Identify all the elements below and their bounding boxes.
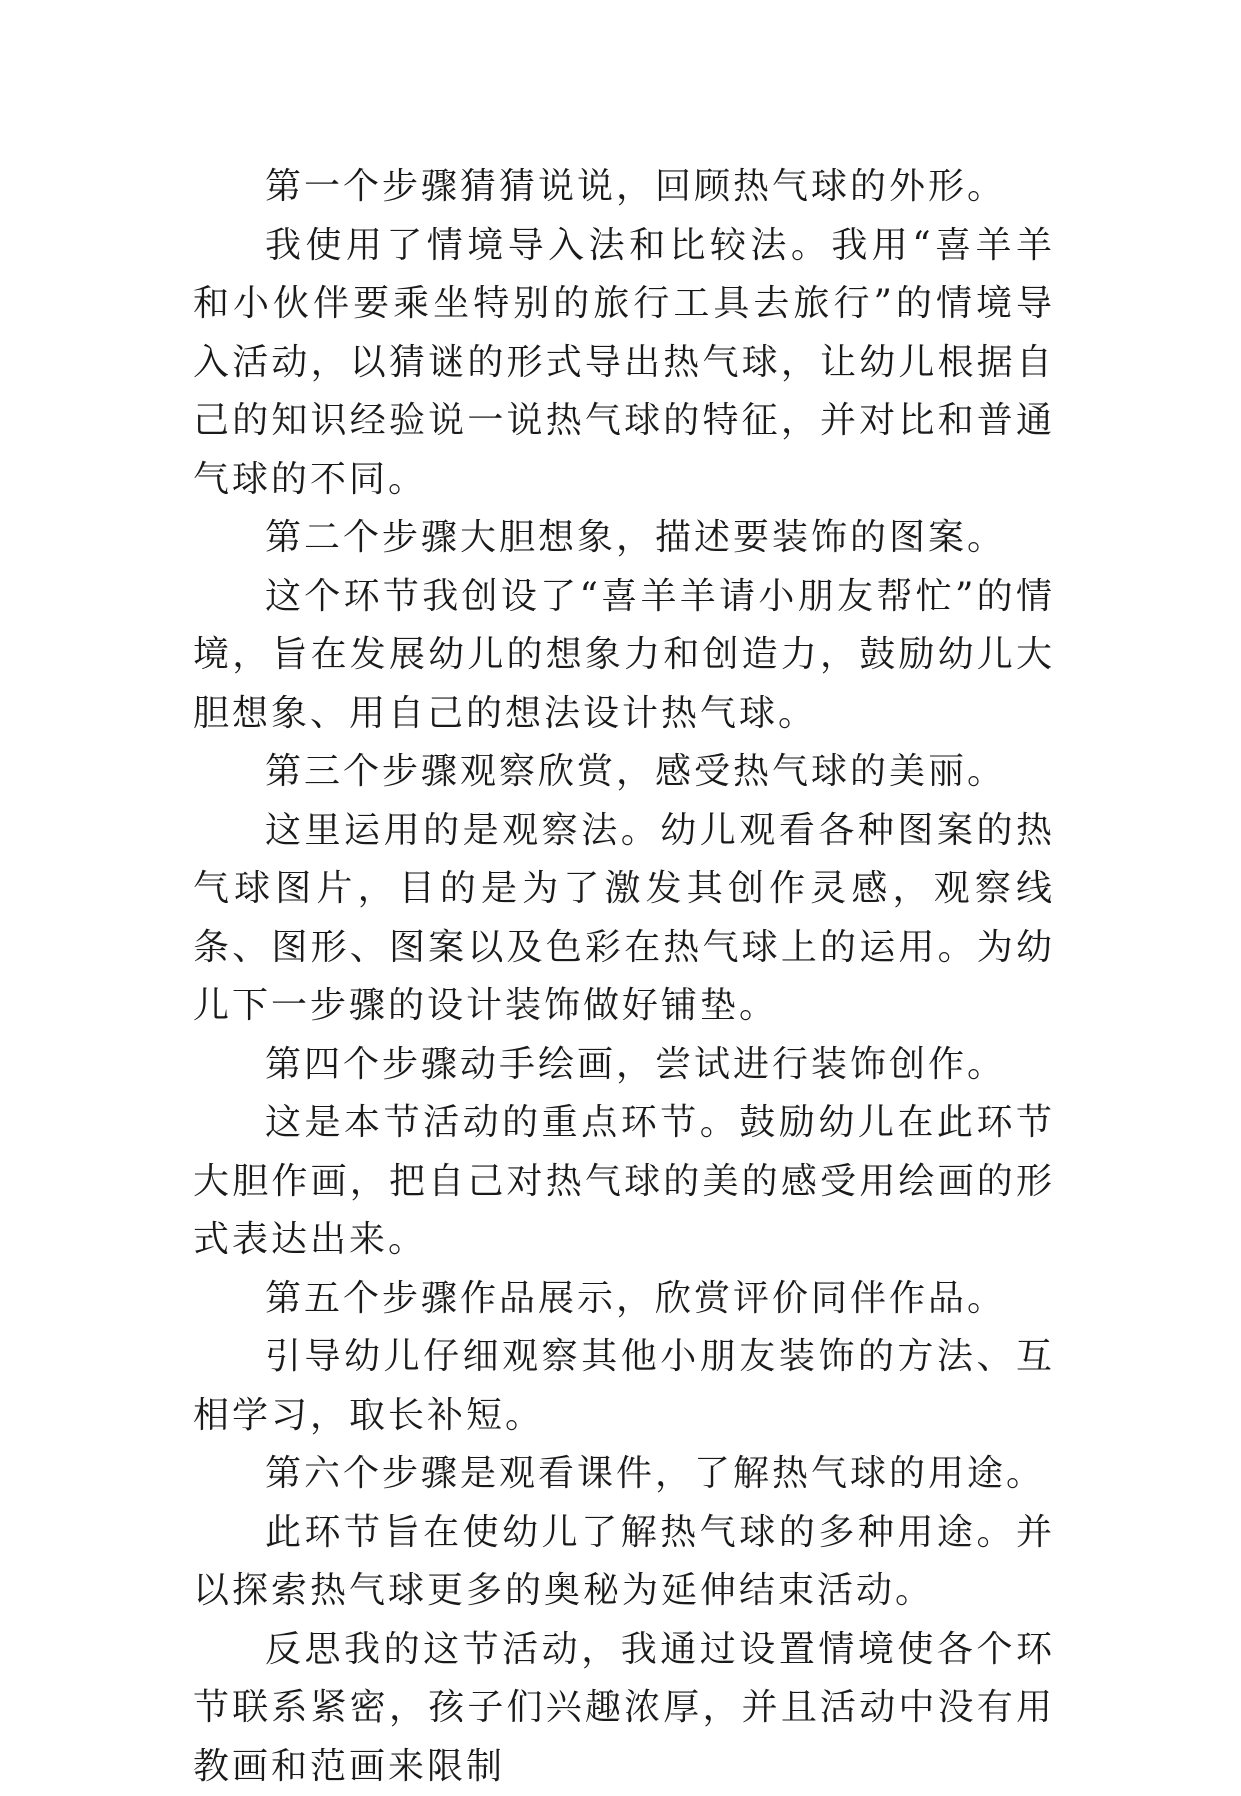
step-one-paragraph: 我使用了情境导入法和比较法。我用“喜羊羊和小伙伴要乘坐特别的旅行工具去旅行”的情境导入活动，以猜谜的形式导出热气球，让幼儿根据自己的知识经验说一说热气球的特征，并对比和普通气球的不同。 <box>193 217 1055 510</box>
step-two-paragraph: 这个环节我创设了“喜羊羊请小朋友帮忙”的情境，旨在发展幼儿的想象力和创造力，鼓励幼儿大胆想象、用自己的想法设计热气球。 <box>193 568 1055 744</box>
step-one-heading: 第一个步骤猜猜说说，回顾热气球的外形。 <box>193 158 1055 217</box>
step-five-heading: 第五个步骤作品展示，欣赏评价同伴作品。 <box>193 1270 1055 1329</box>
step-six-paragraph: 此环节旨在使幼儿了解热气球的多种用途。并以探索热气球更多的奥秘为延伸结束活动。 <box>193 1504 1055 1621</box>
step-six-heading: 第六个步骤是观看课件，了解热气球的用途。 <box>193 1445 1055 1504</box>
step-two-heading: 第二个步骤大胆想象，描述要装饰的图案。 <box>193 509 1055 568</box>
step-three-heading: 第三个步骤观察欣赏，感受热气球的美丽。 <box>193 743 1055 802</box>
reflection-paragraph: 反思我的这节活动，我通过设置情境使各个环节联系紧密，孩子们兴趣浓厚，并且活动中没有用教画和范画来限制 <box>193 1621 1055 1796</box>
step-three-paragraph: 这里运用的是观察法。幼儿观看各种图案的热气球图片，目的是为了激发其创作灵感，观察线条、图形、图案以及色彩在热气球上的运用。为幼儿下一步骤的设计装饰做好铺垫。 <box>193 802 1055 1036</box>
step-four-paragraph: 这是本节活动的重点环节。鼓励幼儿在此环节大胆作画，把自己对热气球的美的感受用绘画的形式表达出来。 <box>193 1094 1055 1270</box>
document-body <box>193 158 1055 1796</box>
step-five-paragraph: 引导幼儿仔细观察其他小朋友装饰的方法、互相学习，取长补短。 <box>193 1328 1055 1445</box>
step-four-heading: 第四个步骤动手绘画，尝试进行装饰创作。 <box>193 1036 1055 1095</box>
